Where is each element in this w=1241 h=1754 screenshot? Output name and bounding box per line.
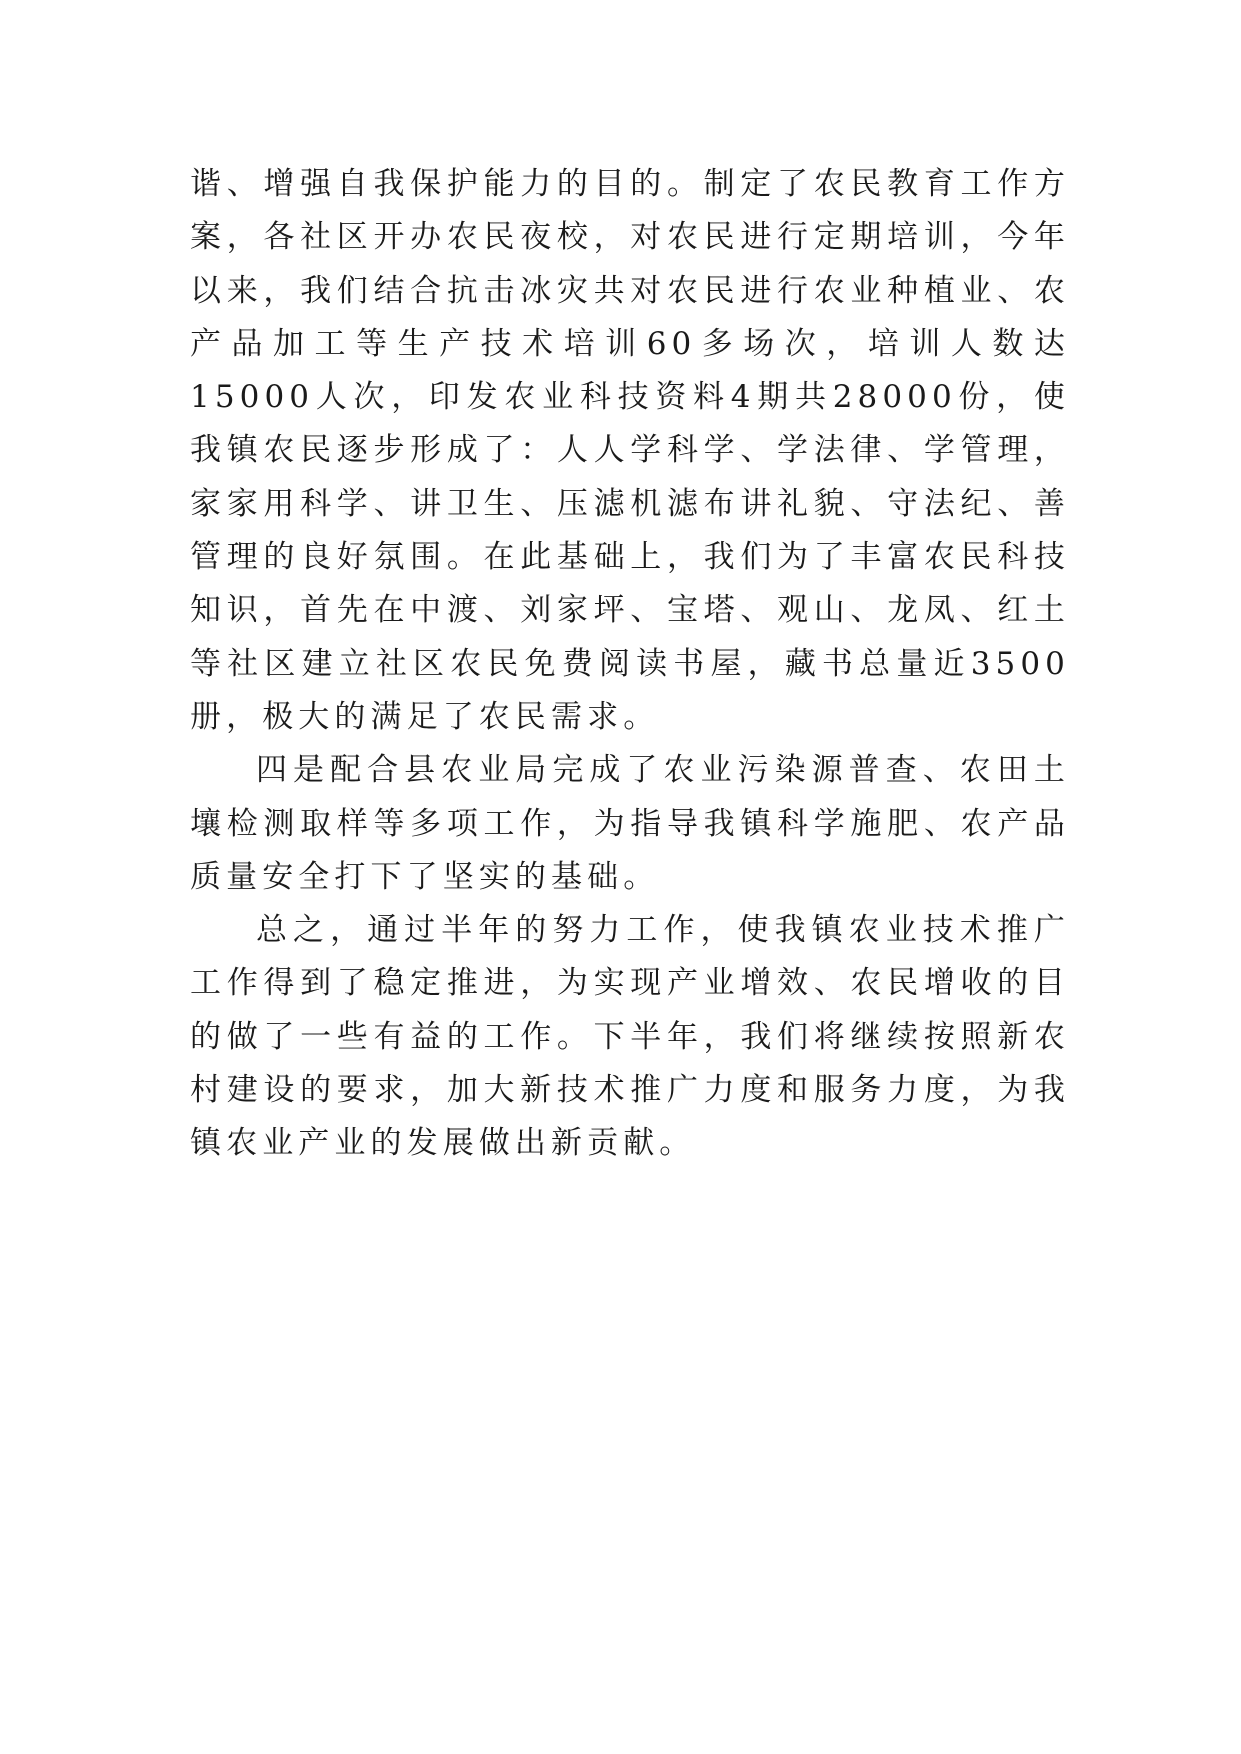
paragraph-item-four: 四是配合县农业局完成了农业污染源普查、农田土壤检测取样等多项工作，为指导我镇科学施肥、农产品质量安全打下了坚实的基础。 xyxy=(190,752,1070,895)
paragraph-summary: 总之，通过半年的努力工作，使我镇农业技术推广工作得到了稳定推进，为实现产业增效、农民增收的目的做了一些有益的工作。下半年，我们将继续按照新农村建设的要求，加大新技术推广力度和服务力度，为我镇农业产业的发展做出新贡献。 xyxy=(190,912,1070,1162)
body-text xyxy=(190,158,1070,1171)
paragraph-continuation: 谐、增强自我保护能力的目的。制定了农民教育工作方案，各社区开办农民夜校，对农民进行定期培训，今年以来，我们结合抗击冰灾共对农民进行农业种植业、农产品加工等生产技术培训60多场次，培训人数达15000人次，印发农业科技资料4期共28000份，使我镇农民逐步形成了：人人学科学、学法律、学管理，家家用科学、讲卫生、压滤机滤布讲礼貌、守法纪、善管理的良好氛围。在此基础上，我们为了丰富农民科技知识，首先在中渡、刘家坪、宝塔、观山、龙凤、红土等社区建立社区农民免费阅读书屋，藏书总量近3500册，极大的满足了农民需求。 xyxy=(190,166,1070,735)
